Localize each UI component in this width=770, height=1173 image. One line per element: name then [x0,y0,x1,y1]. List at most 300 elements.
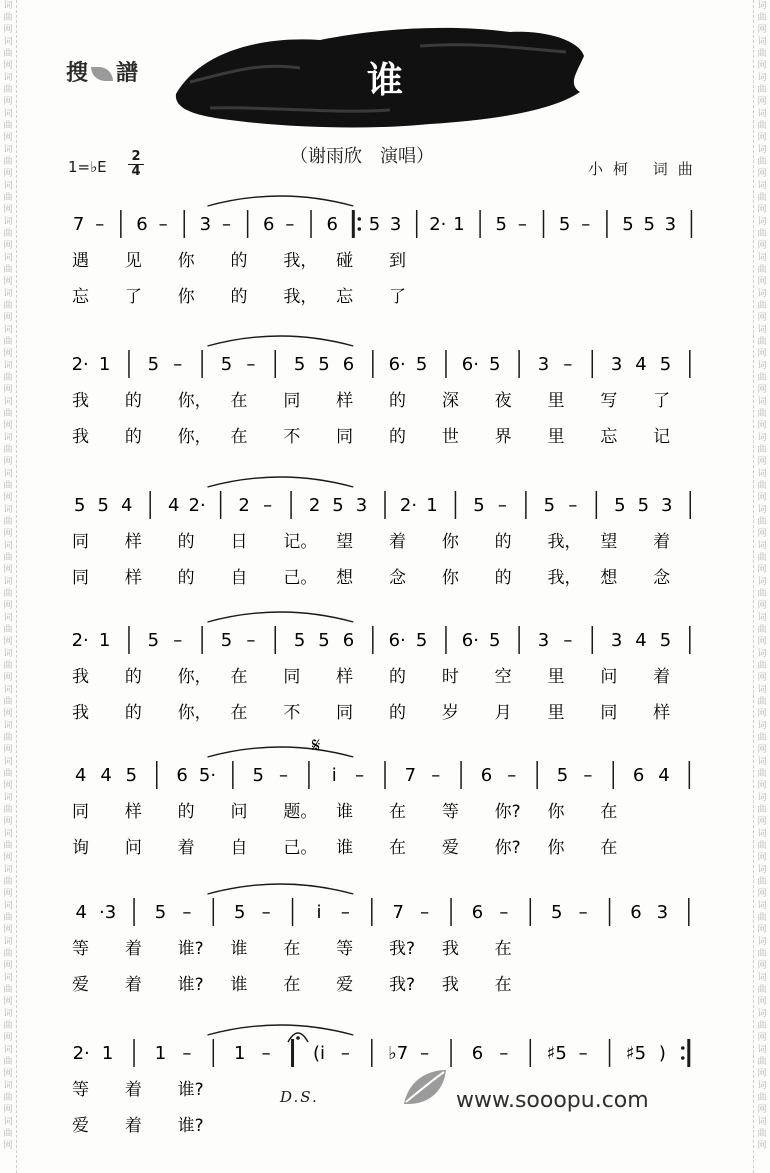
side-watermark-char: 曲 [757,85,767,95]
note: – [263,495,273,516]
side-watermark-char: 词 [3,181,13,191]
lyric-char: 忘 [72,287,89,307]
lyric-char: 我 [441,939,459,959]
side-watermark-char: 曲 [3,877,13,887]
note: 1 [233,1043,246,1064]
side-watermark-char: 词 [757,1081,767,1091]
note: 3 [610,354,623,375]
side-watermark-char: 曲 [3,85,13,95]
slur [207,884,353,894]
side-watermark-char: 词 [3,793,13,803]
side-watermark-char: 网 [3,997,13,1007]
note: 5 [550,902,563,923]
lyric-char: 的 [177,568,195,588]
side-watermark-char: 网 [757,673,767,683]
lyric-char: 着 [389,532,406,552]
lyric-char: 到 [389,251,406,271]
side-watermark-char: 曲 [3,949,13,959]
note: 6 [136,214,148,235]
note: – [261,1043,271,1064]
note: 6 [342,354,355,375]
lyric-char: 世 [441,427,459,447]
lyric-char: 同 [336,427,354,447]
side-watermark-char: 网 [3,1105,13,1115]
note: 5 [473,495,485,516]
lyric-char: 记 [653,427,671,447]
lyric-char: 爱 [336,975,354,995]
side-watermark-char: 曲 [3,445,13,455]
side-watermark-char: 曲 [3,1093,13,1103]
lyric-char: 同 [600,703,618,723]
note: – [499,902,509,923]
lyric-char: 岁 [441,703,459,723]
side-watermark-char: 曲 [3,733,13,743]
side-watermark-char: 曲 [3,157,13,167]
side-watermark-char: 词 [3,1,13,11]
lyric-char: 的 [389,667,406,687]
side-watermark-char: 曲 [3,337,13,347]
side-watermark-char: 网 [757,853,767,863]
side-watermark-char: 曲 [757,949,767,959]
note: 5 [543,495,556,516]
lyric-char: 遇 [72,251,89,271]
side-watermark-char: 网 [3,853,13,863]
lyric-char: 谁? [177,939,204,959]
side-watermark-char: 网 [3,349,13,359]
note: – [95,214,105,235]
lyric-char: 的 [124,667,142,687]
side-watermark-char: 词 [3,1117,13,1127]
note: 1 [98,354,111,375]
side-watermark-char: 网 [3,1033,13,1043]
note: 5 [318,354,330,375]
lyric-char: 在 [283,975,301,995]
side-watermark-char: 网 [3,925,13,935]
note: 6 [326,214,338,235]
side-watermark-char: 网 [757,25,767,35]
side-watermark-char: 曲 [757,589,767,599]
note: – [568,495,578,516]
note: 2· [429,214,447,235]
lyric-char: 想 [600,568,618,588]
side-watermark-char: 网 [757,205,767,215]
side-watermark-char: 曲 [3,625,13,635]
note: – [517,214,527,235]
side-watermark-char: 曲 [757,301,767,311]
note: 5· [198,765,217,786]
note: 5 [293,354,306,375]
side-watermark-char: 词 [757,361,767,371]
note: 3 [199,214,212,235]
lyric-char: 在 [230,427,248,447]
lyric-char: 的 [494,568,512,588]
note: 5 [74,495,86,516]
note: 5 [154,902,167,923]
note: – [563,354,573,375]
lyric-char: 忘 [600,427,618,447]
note: – [355,765,365,786]
side-watermark-char: 词 [3,829,13,839]
side-watermark-char: 词 [3,289,13,299]
lyric-char: 我， [283,251,318,271]
lyric-char: 爱 [441,838,459,858]
side-watermark-char: 词 [757,613,767,623]
side-watermark-char: 词 [757,577,767,587]
lyric-char: 谁? [177,975,204,995]
side-watermark-char: 词 [757,1117,767,1127]
side-watermark-char: 词 [757,541,767,551]
note: – [420,902,430,923]
side-watermark-char: 词 [757,721,767,731]
note: 3 [537,630,550,651]
side-watermark-char: 曲 [3,1129,13,1139]
lyric-char: 记。 [283,532,318,552]
side-watermark-char: 网 [757,709,767,719]
side-watermark-char: 曲 [757,481,767,491]
lyric-char: 了 [124,287,142,307]
lyric-char: 样 [336,667,354,687]
note: 5 [293,630,306,651]
note: 7 [392,902,404,923]
side-watermark-char: 曲 [3,769,13,779]
note: ) [658,1043,666,1064]
lyric-char: 的 [389,427,406,447]
side-watermark-char: 网 [757,1069,767,1079]
note: 4 [635,354,647,375]
lyric-char: 不 [283,427,301,447]
side-watermark-char: 曲 [3,265,13,275]
lyric-char: 念 [389,568,406,588]
side-watermark-char: 曲 [3,481,13,491]
side-watermark-char: 词 [3,109,13,119]
side-watermark-char: 曲 [3,1021,13,1031]
note: – [507,765,517,786]
side-watermark-char: 网 [757,1105,767,1115]
side-watermark-char: 曲 [3,661,13,671]
lyric-char: 我， [547,532,582,552]
lyric-char: 在 [600,838,618,858]
note: – [499,1043,509,1064]
note: 2· [399,495,418,516]
lyric-char: 谁? [177,1116,204,1136]
note: 5 [252,765,264,786]
lyric-char: 的 [494,532,512,552]
side-watermark-char: 网 [3,313,13,323]
lyric-char: 你， [177,391,212,411]
note: 4 [75,902,87,923]
side-watermark-char: 网 [3,745,13,755]
note: 5 [415,354,428,375]
lyric-char: 我? [389,975,416,995]
side-watermark-char: 词 [3,901,13,911]
side-watermark-char: 网 [757,457,767,467]
side-watermark-char: 词 [757,109,767,119]
side-watermark-char: 曲 [3,913,13,923]
time-bottom: 4 [131,164,141,179]
note: i [316,902,322,923]
lyric-char: 我 [72,703,89,723]
note: – [340,902,350,923]
note: 4 [635,630,647,651]
note: – [261,902,271,923]
side-watermark-char: 词 [757,865,767,875]
side-watermark-char: 网 [3,205,13,215]
lyric-char: 的 [124,391,142,411]
side-watermark-char: 网 [757,889,767,899]
lyric-char: 我， [283,287,318,307]
ds-marking: D.S. [280,1088,319,1106]
lyric-char: 同 [283,667,301,687]
note: – [583,765,593,786]
side-watermark-char: 网 [3,61,13,71]
lyric-char: 问 [124,838,142,858]
side-watermark-char: 词 [757,901,767,911]
side-watermark-char: 曲 [3,409,13,419]
side-watermark-char: 词 [3,721,13,731]
note: 4 [120,495,133,516]
side-watermark-char: 曲 [3,229,13,239]
lyric-char: 在 [600,802,618,822]
lyric-char: 在 [389,802,406,822]
side-watermark-char: 网 [3,565,13,575]
side-watermark-char: 曲 [757,337,767,347]
lyric-char: 你 [547,802,565,822]
lyric-char: 你， [177,667,212,687]
side-watermark-char: 网 [3,421,13,431]
lyric-char: 你 [441,568,459,588]
note: – [497,495,507,516]
note: – [173,354,183,375]
side-watermark-char: 网 [757,997,767,1007]
lyric-char: 深 [441,391,459,411]
composer-credit: 小柯 词曲 [588,160,703,178]
note: 6 [471,902,484,923]
lyric-char: 的 [177,532,195,552]
side-watermark-char: 词 [757,289,767,299]
website-url: www.sooopu.com [456,1088,649,1113]
leaf-icon [400,1068,448,1108]
lyric-char: 你， [177,703,212,723]
lyric-char: 在 [230,703,248,723]
side-watermark-char: 词 [3,613,13,623]
lyric-char: 爱 [72,1116,89,1136]
lyric-char: 爱 [72,975,89,995]
side-watermark-char: 曲 [757,1093,767,1103]
note: 5 [556,765,569,786]
side-watermark-char: 网 [3,277,13,287]
note: – [285,214,295,235]
side-watermark-char: 网 [3,1069,13,1079]
lyric-char: 不 [283,703,301,723]
side-watermark-char: 网 [757,61,767,71]
note: 6· [388,354,406,375]
lyric-char: 谁 [336,838,354,858]
lyric-char: 在 [230,391,248,411]
note: 1 [453,214,465,235]
lyric-char: 谁? [177,1080,204,1100]
note: – [182,1043,192,1064]
side-watermark-char: 曲 [757,229,767,239]
lyric-char: 空 [494,667,512,687]
repeat-dot [681,1046,685,1050]
side-watermark-char: 词 [757,973,767,983]
lyric-char: 的 [177,802,195,822]
side-watermark-char: 网 [757,349,767,359]
side-watermark-char: 网 [3,493,13,503]
side-watermark-char: 词 [3,361,13,371]
lyric-char: 的 [389,391,406,411]
lyric-char: 等 [72,1080,89,1100]
note: 4 [167,495,180,516]
lyric-char: 着 [653,532,671,552]
lyric-char: 同 [283,391,301,411]
lyric-char: 你 [441,532,459,552]
lyric-char: 的 [389,703,406,723]
note: 5 [368,214,381,235]
side-watermark-char: 曲 [757,805,767,815]
note: 5 [489,630,501,651]
side-watermark-char: 曲 [757,409,767,419]
side-watermark-char: 曲 [757,769,767,779]
note: 5 [147,354,160,375]
lyric-char: 想 [336,568,354,588]
lyric-char: 在 [230,667,248,687]
side-watermark-char: 网 [3,529,13,539]
side-watermark-char: 词 [3,505,13,515]
lyric-char: 我? [389,939,416,959]
note: – [222,214,231,235]
side-watermark-char: 词 [3,253,13,263]
side-watermark-char: 词 [3,541,13,551]
lyric-char: 我 [72,391,89,411]
note: 6· [461,630,479,651]
lyric-char: 里 [547,427,565,447]
side-watermark-char: 网 [3,97,13,107]
side-watermark-char: 曲 [757,157,767,167]
note: 2· [188,495,206,516]
note: 5 [558,214,571,235]
side-watermark-char: 词 [3,577,13,587]
lyric-char: 我 [441,975,459,995]
side-watermark-char: 词 [3,469,13,479]
logo-right-char: 譜 [116,61,139,86]
side-watermark-char: 词 [757,469,767,479]
note: – [563,630,573,651]
lyric-char: 样 [653,703,671,723]
side-watermark-char: 词 [3,649,13,659]
side-watermark-char: 网 [757,385,767,395]
side-watermark-char: 网 [757,745,767,755]
lyric-char: 的 [124,703,142,723]
side-watermark-char: 曲 [3,301,13,311]
note: 5 [643,214,655,235]
side-watermark-char: 曲 [757,733,767,743]
side-watermark-char: 词 [3,145,13,155]
side-watermark-char: 曲 [3,373,13,383]
side-watermark-char: 网 [3,169,13,179]
note: – [173,630,183,651]
note: – [246,630,256,651]
note: 3 [664,214,677,235]
lyric-char: 望 [600,532,618,552]
side-watermark-char: 网 [3,889,13,899]
lyric-char: 等 [336,939,354,959]
side-watermark-char: 网 [3,457,13,467]
side-watermark-char: 曲 [3,517,13,527]
note: 5 [415,630,428,651]
lyric-char: 同 [336,703,354,723]
side-watermark-char: 词 [757,397,767,407]
side-watermark-char: 词 [757,73,767,83]
side-watermark-char: 曲 [3,193,13,203]
fermata-dot [296,1036,300,1040]
repeat-dot [681,1056,685,1060]
side-watermark-char: 词 [757,649,767,659]
lyric-char: 你 [177,287,195,307]
side-watermark-char: 词 [3,1045,13,1055]
side-watermark-char: 曲 [3,121,13,131]
side-watermark-char: 词 [757,433,767,443]
side-watermark-char: 词 [3,73,13,83]
side-watermark-char: 网 [3,601,13,611]
lyric-char: 夜 [494,391,512,411]
note: – [158,214,168,235]
note: 6 [630,902,642,923]
side-watermark-char: 词 [757,1009,767,1019]
side-watermark-char: 曲 [3,841,13,851]
segno-sign: 𝄋 [311,733,321,757]
lyric-char: 等 [441,802,459,822]
lyric-char: 着 [177,838,195,858]
lyric-char: 己。 [283,568,318,588]
lyric-char: 时 [441,667,459,687]
side-watermark-char: 曲 [757,121,767,131]
side-watermark-char: 网 [3,385,13,395]
note: 2 [308,495,321,516]
note: 7 [72,214,85,235]
lyric-char: 样 [124,568,142,588]
side-watermark-char: 网 [3,961,13,971]
side-watermark-char: 曲 [3,589,13,599]
note: 5 [147,630,160,651]
note: 5 [637,495,650,516]
lyric-char: 着 [124,1116,142,1136]
note: 1 [98,630,111,651]
slur [207,196,353,206]
note: 5 [220,630,233,651]
side-watermark-char: 曲 [757,985,767,995]
slur [207,747,353,757]
note: – [581,214,591,235]
note: – [246,354,256,375]
side-watermark-char: 网 [3,25,13,35]
side-watermark-char: 网 [757,925,767,935]
lyric-char: 念 [653,568,671,588]
lyric-char: 了 [389,287,406,307]
note: 6 [263,214,275,235]
side-watermark-char: 网 [757,1033,767,1043]
note: 6· [461,354,479,375]
note: – [182,902,192,923]
side-watermark-char: 曲 [757,49,767,59]
side-watermark-char: 词 [3,217,13,227]
note: 3 [389,214,402,235]
side-watermark-char: 词 [757,505,767,515]
lyric-char: 我 [72,667,89,687]
lyric-char: 谁 [336,802,354,822]
side-watermark-char: 网 [757,1141,767,1151]
note: 2· [72,1043,90,1064]
